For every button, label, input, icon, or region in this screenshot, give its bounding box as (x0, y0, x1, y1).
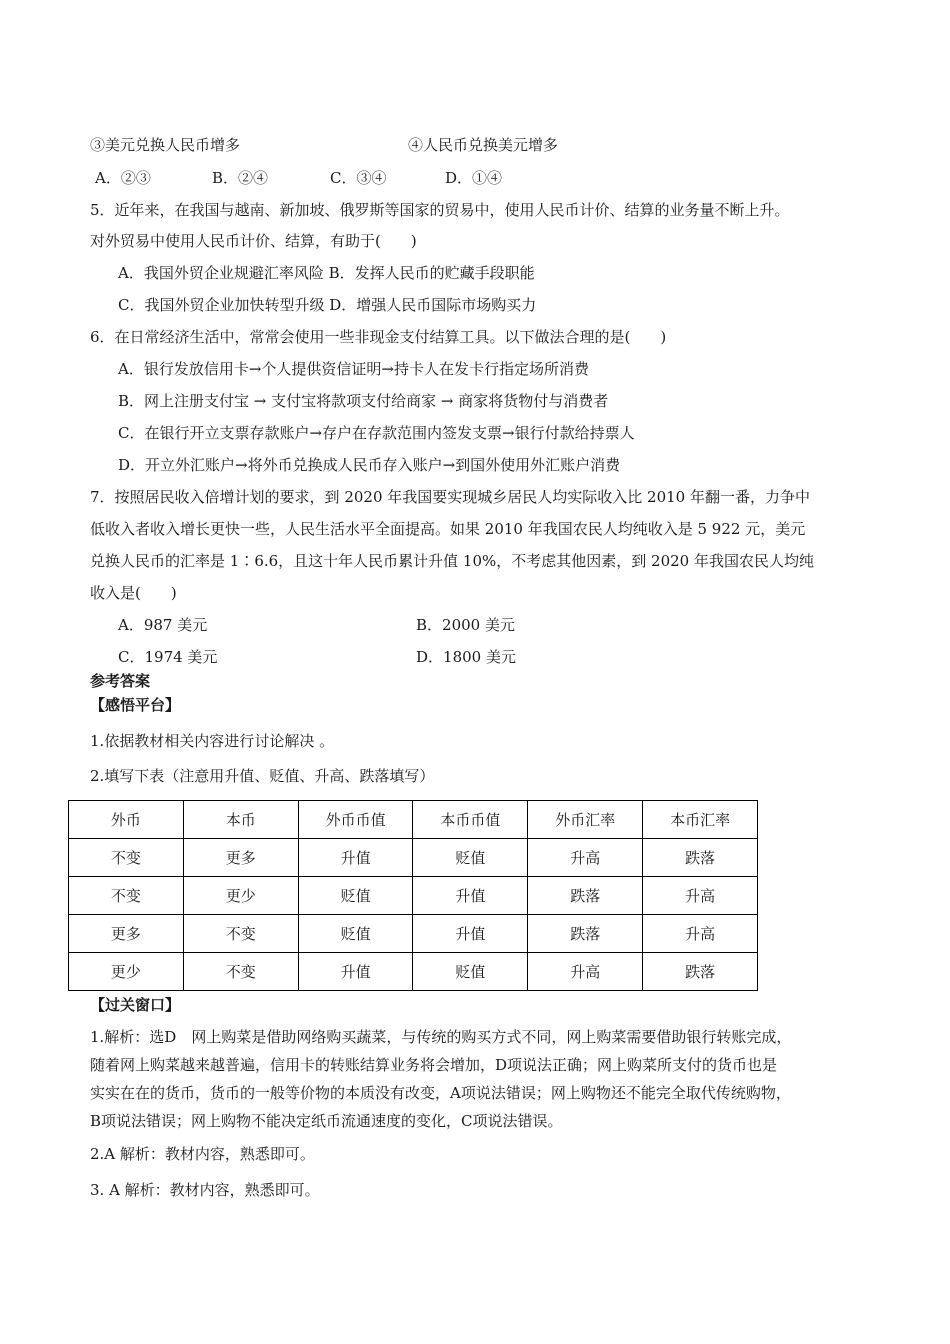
table-cell: 更少 (183, 877, 298, 915)
table-row (69, 915, 758, 953)
table-header-cell: 外币币值 (298, 801, 413, 839)
table-cell: 贬值 (413, 953, 528, 991)
table-row (69, 839, 758, 877)
table-header-cell: 外币汇率 (528, 801, 643, 839)
analysis-3: 3. A 解析：教材内容，熟悉即可。 (90, 1181, 320, 1199)
table-cell: 升高 (643, 915, 758, 953)
q5-options-cd: C．我国外贸企业加快转型升级 D．增强人民币国际市场购买力 (118, 296, 537, 314)
answer-item-1: 1.依据教材相关内容进行讨论解决 。 (90, 732, 335, 750)
analysis-1-line3: 实实在在的货币，货币的一般等价物的本质没有改变，A项说法错误；网上购物还不能完全取代传统购物， (90, 1084, 791, 1102)
q7-option-b: B．2000 美元 (416, 616, 515, 634)
q7-stem-line3: 兑换人民币的汇率是 1∶6.6，且这十年人民币累计升值 10%，不考虑其他因素，到 2020 年我国农民人均纯 (90, 552, 814, 570)
table-cell: 更多 (69, 915, 184, 953)
q6-option-d: D．开立外汇账户→将外币兑换成人民币存入账户→到国外使用外汇账户消费 (118, 456, 621, 474)
q6-stem: 6．在日常经济生活中，常常会使用一些非现金支付结算工具。以下做法合理的是( ) (90, 328, 667, 346)
q4-choice-a: A．②③ (95, 169, 151, 187)
table-header-cell: 外币 (69, 801, 184, 839)
table-cell: 不变 (69, 839, 184, 877)
q7-option-a: A．987 美元 (118, 616, 208, 634)
q7-stem-line4: 收入是( ) (90, 584, 177, 602)
table-row (69, 877, 758, 915)
q4-choice-b: B．②④ (212, 169, 269, 187)
q4-item-3: ③美元兑换人民币增多 (90, 136, 241, 154)
analysis-1-line2: 随着网上购菜越来越普遍，信用卡的转账结算业务将会增加，D项说法正确；网上购菜所支付的货币也是 (90, 1056, 778, 1074)
table-cell: 贬值 (413, 839, 528, 877)
answer-item-2: 2.填写下表（注意用升值、贬值、升高、跌落填写） (90, 767, 435, 785)
q4-choice-d: D．①④ (445, 169, 503, 187)
table-cell: 不变 (183, 953, 298, 991)
table-cell: 不变 (69, 877, 184, 915)
q7-stem-line2: 低收入者收入增长更快一些，人民生活水平全面提高。如果 2010 年我国农民人均纯收入是 5 922 元，美元 (90, 520, 806, 538)
analysis-2: 2.A 解析：教材内容，熟悉即可。 (90, 1145, 315, 1163)
analysis-1-line1: 1.解析：选D 网上购菜是借助网络购买蔬菜，与传统的购买方式不同，网上购菜需要借助银行转账完成， (90, 1028, 792, 1046)
table-header-cell: 本币汇率 (643, 801, 758, 839)
analysis-1-line4: B项说法错误；网上购物不能决定纸币流通速度的变化，C项说法错误。 (90, 1112, 563, 1130)
q7-option-d: D．1800 美元 (416, 648, 516, 666)
table-header-row (69, 801, 758, 839)
q4-choice-c: C．③④ (330, 169, 387, 187)
table-cell: 升高 (643, 877, 758, 915)
q5-stem-line2: 对外贸易中使用人民币计价、结算，有助于( ) (90, 232, 417, 250)
q6-option-b: B．网上注册支付宝 → 支付宝将款项支付给商家 → 商家将货物付与消费者 (118, 392, 609, 410)
table-cell: 升值 (298, 953, 413, 991)
q5-options-ab: A．我国外贸企业规避汇率风险 B．发挥人民币的贮藏手段职能 (118, 264, 535, 282)
table-cell: 升高 (528, 839, 643, 877)
table-header-cell: 本币 (183, 801, 298, 839)
q4-item-4: ④人民币兑换美元增多 (408, 136, 559, 154)
q6-option-a: A．银行发放信用卡→个人提供资信证明→持卡人在发卡行指定场所消费 (118, 360, 589, 378)
table-cell: 跌落 (528, 877, 643, 915)
answers-title: 参考答案 (90, 672, 151, 690)
q7-stem-line1: 7．按照居民收入倍增计划的要求，到 2020 年我国要实现城乡居民人均实际收入比 2010 年翻一番，力争中 (90, 488, 810, 506)
table-cell: 升值 (413, 877, 528, 915)
table-cell: 升值 (413, 915, 528, 953)
section-heading-guoguan: 【过关窗口】 (90, 996, 181, 1014)
currency-table (68, 800, 758, 991)
table-row (69, 953, 758, 991)
table-cell: 跌落 (643, 953, 758, 991)
table-cell: 升高 (528, 953, 643, 991)
table-cell: 不变 (183, 915, 298, 953)
q6-option-c: C．在银行开立支票存款账户→存户在存款范围内签发支票→银行付款给持票人 (118, 424, 635, 442)
q7-option-c: C．1974 美元 (118, 648, 218, 666)
table-cell: 升值 (298, 839, 413, 877)
table-cell: 更少 (69, 953, 184, 991)
table-cell: 跌落 (528, 915, 643, 953)
section-heading-ganwu: 【感悟平台】 (90, 696, 181, 714)
table-cell: 更多 (183, 839, 298, 877)
table-cell: 贬值 (298, 877, 413, 915)
table-cell: 贬值 (298, 915, 413, 953)
table-header-cell: 本币币值 (413, 801, 528, 839)
q5-stem-line1: 5．近年来，在我国与越南、新加坡、俄罗斯等国家的贸易中，使用人民币计价、结算的业务量不断上升。 (90, 201, 790, 219)
table-cell: 跌落 (643, 839, 758, 877)
